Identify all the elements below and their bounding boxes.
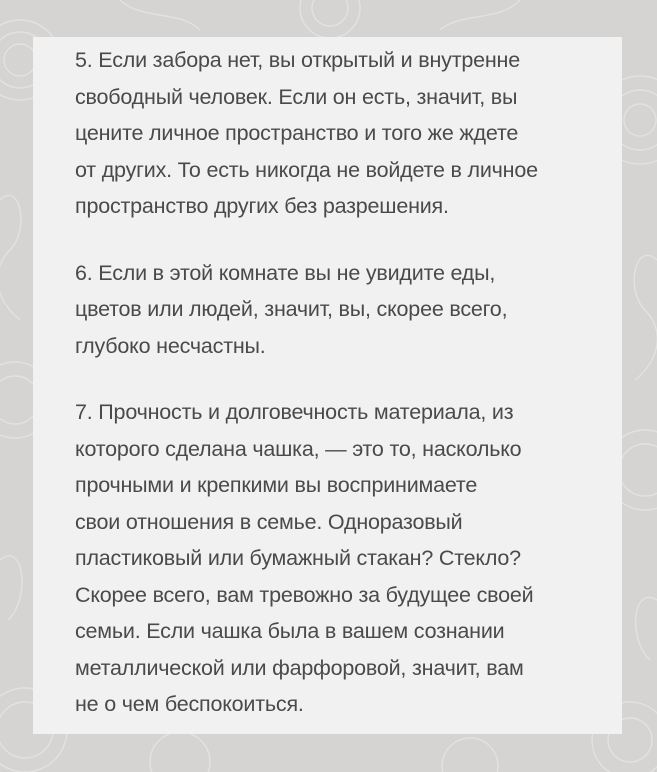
text-line: цените личное пространство и того же ждете (75, 121, 519, 145)
text-line: не о чем беспокоиться. (75, 692, 304, 716)
text-line: 7. Прочность и долговечность материала, из (75, 400, 514, 424)
text-line: пластиковый или бумажный стакан? Стекло? (75, 546, 521, 570)
text-line: глубоко несчастны. (75, 333, 266, 358)
text-line: которого сделана чашка, — это то, насколько (75, 436, 522, 461)
text-line: семьи. Если чашка была в вашем сознании (75, 619, 505, 643)
paragraph-6 (75, 255, 592, 365)
text-line: свои отношения в семье. Одноразовый (75, 509, 463, 534)
text-line: от других. То есть никогда не войдете в личное (75, 157, 538, 182)
text-line: 6. Если в этой комнате вы не увидите еды, (75, 260, 496, 285)
text-card (33, 37, 622, 734)
text-line: цветов или людей, значит, вы, скорее всего, (75, 297, 508, 321)
paragraph-7 (75, 394, 592, 723)
text-line: свободный человек. Если он есть, значит, вы (75, 84, 518, 109)
text-line: прочными и крепкими вы воспринимаете (75, 473, 478, 497)
text-line: 5. Если забора нет, вы открытый и внутренне (75, 48, 520, 72)
text-line: Скорее всего, вам тревожно за будущее своей (75, 582, 534, 607)
paragraph-5 (75, 42, 592, 225)
text-line: металлической или фарфоровой, значит, вам (75, 655, 524, 680)
text-line: пространство других без разрешения. (75, 194, 449, 218)
